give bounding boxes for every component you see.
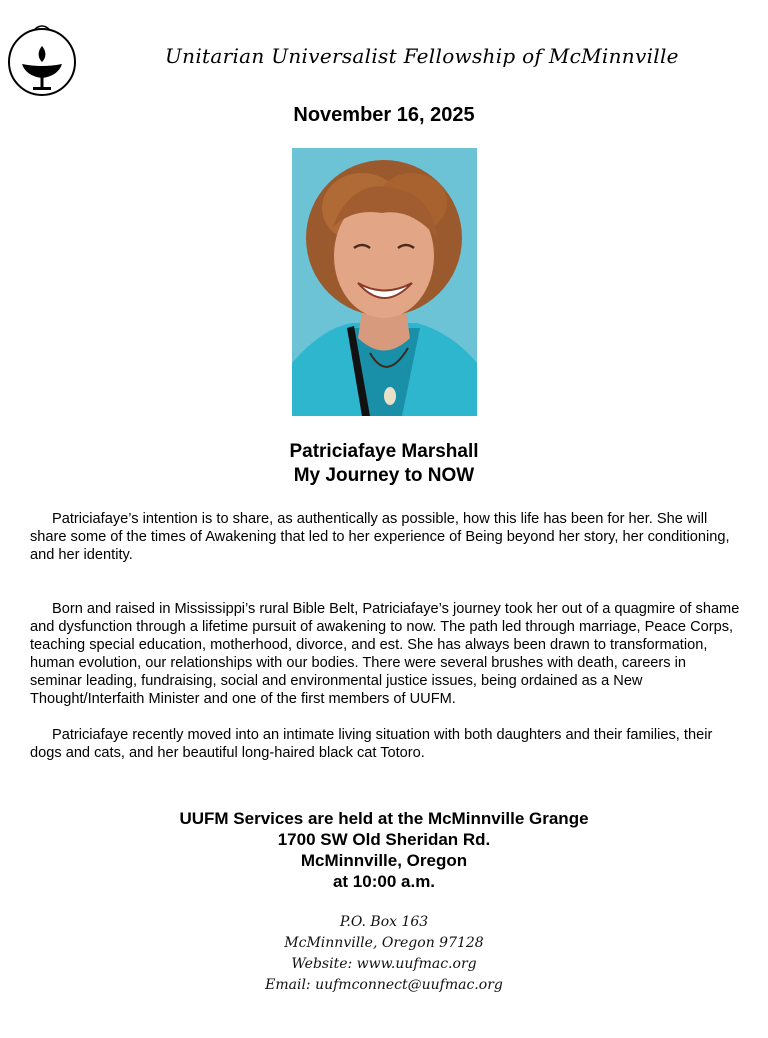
contact-city: McMinnville, Oregon 97128 (284, 935, 484, 951)
bio-paragraph: Patriciafaye’s intention is to share, as authentically as possible, how this life has been for her. She will share some of the times of Awakening that led to her experience of Being beyond her story, her conditioning, and her identity. (30, 511, 730, 563)
bio-paragraph: Patriciafaye recently moved into an intimate living situation with both daughters and their families, their dogs and cats, and her beautiful long-haired black cat Totoro. (30, 727, 713, 761)
service-date: November 16, 2025 (293, 104, 475, 126)
bio-paragraph: Born and raised in Mississippi’s rural Bible Belt, Patriciafaye’s journey took her out of a quagmire of shame and dysfunction through a lifetime pursuit of awakening to now. The path led through marriage, Peace Corps, teaching special education, motherhood, divorce, and est. She has always been drawn to transformation, human evolution, our relationships with our bodies. There were several brushes with death, careers in seminar leading, fundraising, social and environmental justice issues, being ordained as a New Thought/Interfaith Minister and one of the first members of UUFM. (30, 601, 740, 707)
speaker-bio (30, 510, 740, 762)
services-address: 1700 SW Old Sheridan Rd. (277, 830, 491, 849)
contact-website: Website: www.uufmac.org (291, 956, 477, 972)
services-location: UUFM Services are held at the McMinnville Grange (179, 809, 589, 828)
talk-title: My Journey to NOW (293, 465, 475, 486)
contact-info (0, 912, 768, 996)
speaker-portrait (292, 148, 477, 416)
org-title: Unitarian Universalist Fellowship of McMinnville (165, 44, 679, 68)
flaming-chalice-icon (4, 22, 80, 98)
contact-po-box: P.O. Box 163 (339, 914, 429, 930)
services-info (0, 808, 768, 892)
speaker-name: Patriciafaye Marshall (289, 441, 479, 462)
speaker-heading (0, 440, 768, 488)
services-city: McMinnville, Oregon (300, 851, 468, 870)
services-time: at 10:00 a.m. (332, 872, 436, 891)
contact-email: Email: uufmconnect@uufmac.org (265, 977, 503, 993)
